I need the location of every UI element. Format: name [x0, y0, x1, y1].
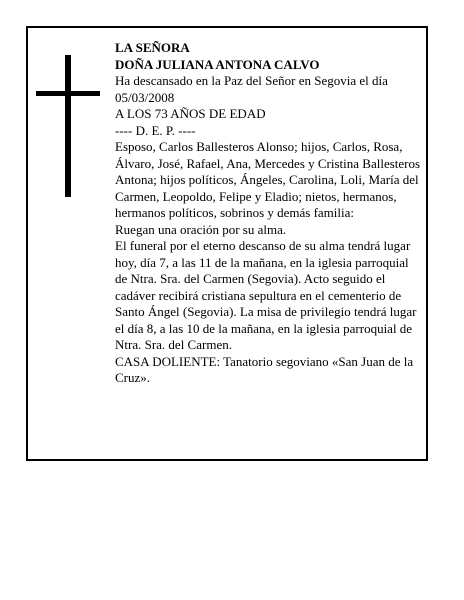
- rip-line: ---- D. E. P. ----: [115, 122, 196, 138]
- latin-cross-icon: [36, 55, 100, 197]
- cross-horizontal-bar: [36, 91, 100, 96]
- obituary-notice: [26, 26, 428, 461]
- salutation: LA SEÑORA: [115, 40, 190, 55]
- cross-vertical-bar: [65, 55, 71, 197]
- notice-text: [115, 40, 423, 387]
- mourning-house: CASA DOLIENTE: Tanatorio segoviano «San Juan de la Cruz».: [115, 353, 414, 385]
- family-list: Esposo, Carlos Ballesteros Alonso; hijos, Carlos, Rosa, Álvaro, José, Rafael, Ana, Mercedes y Cristina Ballesteros Antona; hijos políticos, Ángeles, Carolina, Loli, María del Carmen, Leopoldo, Felipe y Eladio; nietos, hermanos, hermanos políticos, sobrinos y demás familia:: [115, 139, 421, 220]
- deceased-name: DOÑA JULIANA ANTONA CALVO: [115, 56, 320, 72]
- age-line: A LOS 73 AÑOS DE EDAD: [115, 106, 266, 121]
- funeral-details: El funeral por el eterno descanso de su alma tendrá lugar hoy, día 7, a las 11 de la mañana, en la iglesia parroquial de Ntra. Sra. del Carmen (Segovia). Acto seguido el cadáver recibirá cristiana sepultura en el cementerio de Santo Ángel (Segovia). La misa de privilegio tendrá lugar el día 8, a las 10 de la mañana, en la iglesia parroquial de Ntra. Sra. del Carmen.: [115, 238, 417, 352]
- death-statement: Ha descansado en la Paz del Señor en Segovia el día 05/03/2008: [115, 73, 388, 105]
- prayer-request: Ruegan una oración por su alma.: [115, 221, 287, 237]
